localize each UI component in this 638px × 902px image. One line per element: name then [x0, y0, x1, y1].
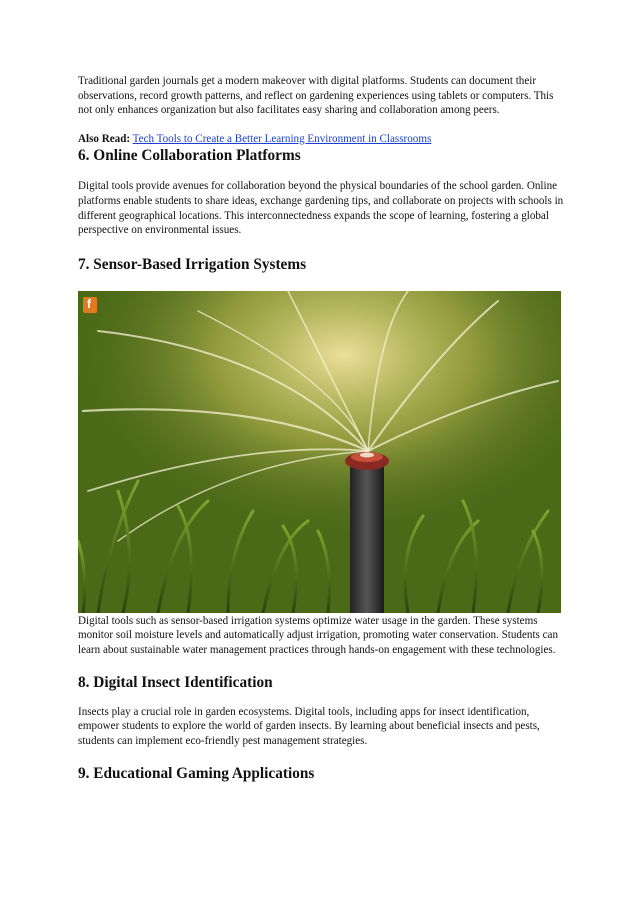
heading-educational-gaming: 9. Educational Gaming Applications — [78, 765, 315, 783]
heading-sensor-irrigation: 7. Sensor-Based Irrigation Systems — [78, 255, 307, 273]
heading-insect-identification: 8. Digital Insect Identification — [78, 673, 273, 691]
also-read-line — [78, 132, 564, 147]
logo-letter: f — [87, 296, 91, 311]
sprinkler-photo — [78, 291, 561, 613]
intro-paragraph: Traditional garden journals get a modern makeover with digital platforms. Students can document their observations, record growth patterns, and reflect on gardening experiences using tablets or computers. This not only enhances organization but also facilitates easy sharing and collaboration among peers. — [78, 75, 554, 117]
sensor-irrigation-paragraph: Digital tools such as sensor-based irrigation systems optimize water usage in the garden. These systems monitor soil moisture levels and automatically adjust irrigation, promoting water conservation. Students can learn about sustainable water management practices through hands-on engagement with these technologies. — [78, 614, 559, 656]
also-read-label: Also Read: — [78, 132, 131, 145]
heading-online-collaboration: 6. Online Collaboration Platforms — [78, 147, 301, 165]
online-collaboration-paragraph: Digital tools provide avenues for collaboration beyond the physical boundaries of the school garden. Online platforms enable students to share ideas, exchange gardening tips, and collaborate on projects with schools in different geographical locations. This interconnectedness expands the scope of learning, fostering a global perspective on environmental issues. — [78, 180, 564, 237]
article-page — [78, 74, 564, 783]
sprinkler-illustration — [78, 291, 561, 613]
insect-identification-paragraph: Insects play a crucial role in garden ecosystems. Digital tools, including apps for insect identification, empower students to explore the world of garden insects. By learning about beneficial insects and pests, students can implement eco-friendly pest management strategies. — [78, 705, 540, 747]
also-read-link[interactable]: Tech Tools to Create a Better Learning Environment in Classrooms — [132, 132, 432, 145]
